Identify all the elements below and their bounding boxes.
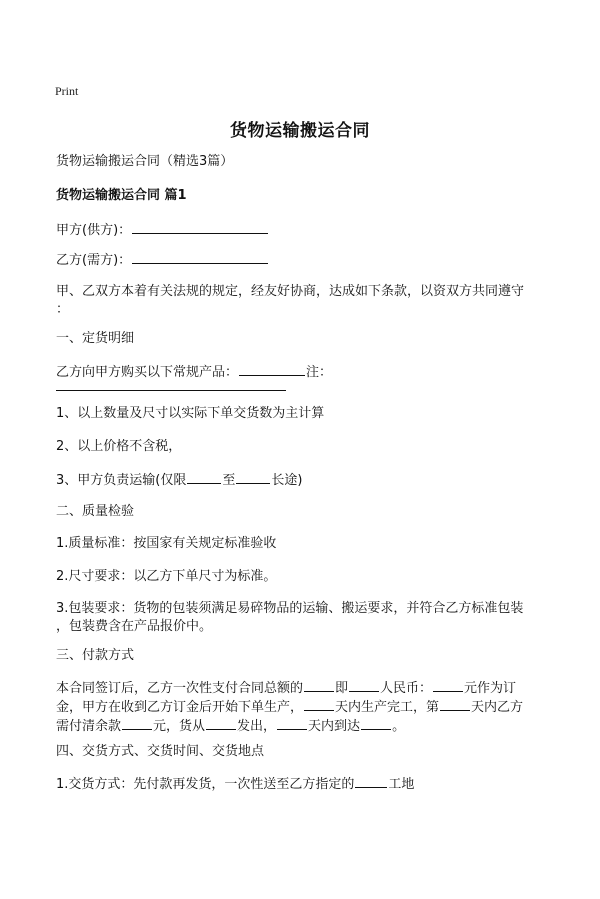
payment-text: 元作为订 xyxy=(464,681,517,696)
delivery-text: 1.交货方式：先付款再发货，一次性送至乙方指定的 xyxy=(56,777,355,792)
payment-text: 天内乙方 xyxy=(471,700,524,715)
payment-text: 金，甲方在收到乙方订金后开始下单生产， xyxy=(56,700,304,715)
delivery-text: 工地 xyxy=(388,777,415,792)
document-title: 货物运输搬运合同 xyxy=(230,121,370,141)
party-a-label: 甲方(供方)： xyxy=(56,223,132,238)
item-3-blank-from xyxy=(187,470,221,484)
party-b-line xyxy=(56,250,269,269)
arrival-place-blank xyxy=(361,716,391,730)
order-note: 注： xyxy=(306,365,333,380)
item-3-suffix: 长途) xyxy=(271,473,303,488)
section-1-heading: 一、定货明细 xyxy=(56,331,135,346)
intro-text: 甲、乙双方本着有关法规的规定，经友好协商，达成如下条款，以资双方共同遵守 xyxy=(56,284,525,299)
party-a-line xyxy=(56,220,269,239)
quality-3-line-1: 3.包装要求：货物的包装须满足易碎物品的运输、搬运要求，并符合乙方标准包装 xyxy=(56,601,524,616)
section-4-heading: 四、交货方式、交货时间、交货地点 xyxy=(56,744,265,759)
order-underline xyxy=(56,389,286,391)
payment-percent-blank xyxy=(304,678,334,692)
order-blank xyxy=(239,362,305,376)
party-b-label: 乙方(需方)： xyxy=(56,253,132,268)
payment-rmb-blank xyxy=(433,678,463,692)
payment-text: 天内生产完工，第 xyxy=(335,700,440,715)
delivery-1 xyxy=(56,774,414,793)
order-line xyxy=(56,362,332,381)
item-1: 1、以上数量及尺寸以实际下单交货数为主计算 xyxy=(56,406,325,421)
payment-text: 即 xyxy=(335,681,349,696)
intro-tail: ： xyxy=(56,302,70,317)
payment-line-3 xyxy=(56,716,405,735)
payment-text: 发出， xyxy=(237,719,277,734)
party-a-blank xyxy=(132,220,268,234)
payment-text: 本合同签订后，乙方一次性支付合同总额的 xyxy=(56,681,304,696)
balance-amount-blank xyxy=(122,716,152,730)
balance-day-blank xyxy=(440,697,470,711)
quality-2: 2.尺寸要求：以乙方下单尺寸为标准。 xyxy=(56,569,277,584)
payment-text: 需付清余款 xyxy=(56,719,122,734)
arrival-days-blank xyxy=(277,716,307,730)
section-3-heading: 三、付款方式 xyxy=(56,648,135,663)
payment-amount-blank xyxy=(349,678,379,692)
payment-line-2 xyxy=(56,697,523,716)
production-days-blank xyxy=(304,697,334,711)
payment-text: 天内到达 xyxy=(308,719,361,734)
print-label: Print xyxy=(55,84,79,98)
party-b-blank xyxy=(132,250,268,264)
ship-from-blank xyxy=(206,716,236,730)
site-blank xyxy=(355,774,387,788)
section-2-heading: 二、质量检验 xyxy=(56,504,135,519)
payment-text: 人民币： xyxy=(380,681,433,696)
payment-line-1 xyxy=(56,678,516,697)
payment-text: 。 xyxy=(392,719,406,734)
item-2: 2、以上价格不含税， xyxy=(56,439,182,454)
order-text: 乙方向甲方购买以下常规产品： xyxy=(56,365,239,380)
subtitle: 货物运输搬运合同（精选3篇） xyxy=(56,154,234,169)
quality-1: 1.质量标准：按国家有关规定标准验收 xyxy=(56,536,277,551)
section-heading: 货物运输搬运合同 篇1 xyxy=(56,188,187,203)
payment-text: 元，货从 xyxy=(153,719,206,734)
quality-3-line-2: ，包装费含在产品报价中。 xyxy=(56,619,213,634)
item-3 xyxy=(56,470,302,489)
item-3-blank-to xyxy=(236,470,270,484)
item-3-mid: 至 xyxy=(222,473,236,488)
item-3-prefix: 3、甲方负责运输(仅限 xyxy=(56,473,187,488)
